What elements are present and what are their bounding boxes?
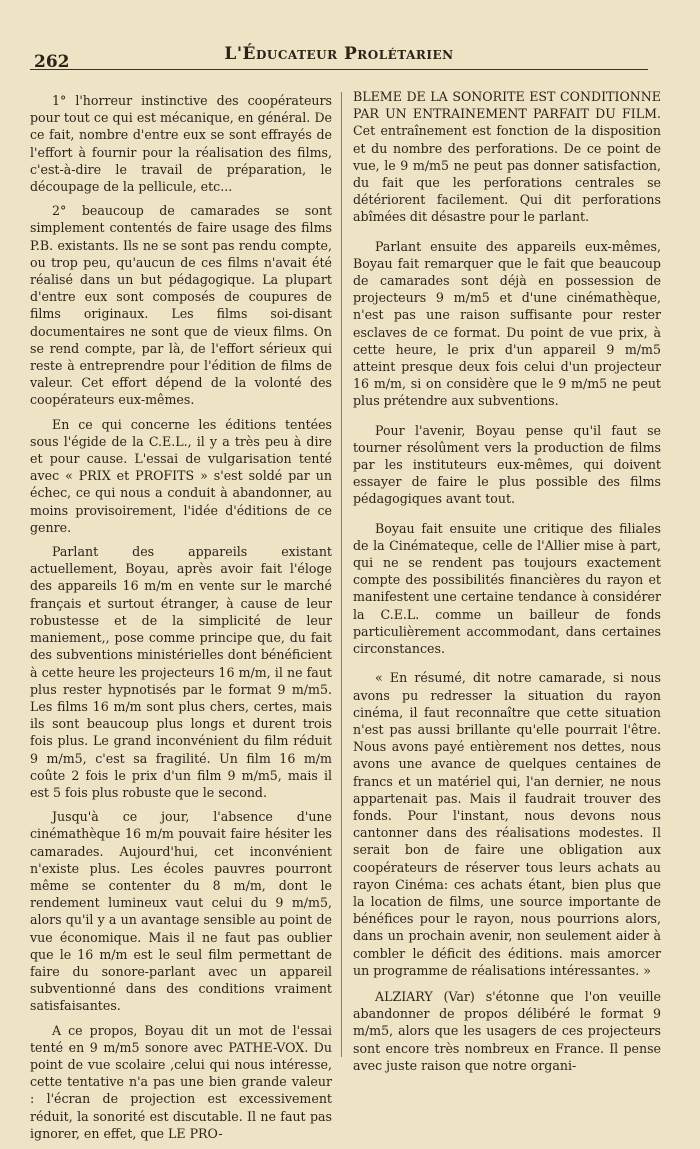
quotation-paragraph: « En résumé, dit notre camarade, si nous avons pu redresser la situation du rayon cinéma, il faut reconnaître que cette situation n'est pas aussi brillante qu'elle pourrait l'être. Nous avons payé entièrement nos dettes, nous avons une avance de quelques centaines de francs et un matériel qui, l'an dernier, ne nous appartenait pas. Mais il faudrait trouver des fonds. Pour l'instant, nous devons nous cantonner dans des réalisations modestes. Il serait bon de faire une obligation aux coopérateurs de réserver tous leurs achats au rayon Cinéma: ces achats étant, bien plus que la location de films, une source importante de bénéfices pour le rayon, nous pourrions alors, dans un prochain avenir, non seulement aider à combler le déficit des éditions. mais amorcer un programme de réalisations intéressantes. » bbox=[353, 670, 661, 978]
page-header bbox=[30, 38, 648, 72]
header-rule bbox=[30, 69, 648, 70]
column-divider bbox=[341, 92, 342, 1057]
paragraph: 2° beaucoup de camarades se sont simplement contentés de faire usage des films P.B. existants. Ils ne se sont pas rendu compte, ou trop peu, qu'aucun de ces films n'avait été réalisé dans un but pédagogique. La plupart d'entre eux sont composés de coupures de films originaux. Les films soi-disant documentaires ne sont que de vieux films. On se rend compte, par là, de l'effort sérieux qui reste à entreprendre pour l'édition de films de valeur. Cet effort dépend de la volonté des coopérateurs eux-mêmes. bbox=[30, 203, 332, 408]
paragraph: 1° l'horreur instinctive des coopérateurs pour tout ce qui est mécanique, en général. De ce fait, nombre d'entre eux se sont effrayés de l'effort à fournir pour la réalisation des films, c'est-à-dire le travail de préparation, le découpage de la pellicule, etc... bbox=[30, 93, 332, 195]
right-column bbox=[353, 88, 661, 1086]
paragraph: Parlant des appareils existant actuellement, Boyau, après avoir fait l'éloge des appareils 16 m/m en vente sur le marché français et surtout étranger, à cause de leur robustesse et de la simplicité de leur maniement,, pose comme principe que, du fait des subventions ministérielles dont bénéficient à cette heure les projecteurs 16 m/m, il ne faut plus rester hypnotisés par le format 9 m/m5. Les films 16 m/m sont plus chers, certes, mais ils sont beaucoup plus longs et durent trois fois plus. Le grand inconvénient du film réduit 9 m/m5, c'est sa fragilité. Un film 16 m/m coûte 2 fois le prix d'un film 9 m/m5, mais il est 5 fois plus robuste que le second. bbox=[30, 544, 332, 800]
paragraph: A ce propos, Boyau dit un mot de l'essai tenté en 9 m/m5 sonore avec PATHE-VOX. Du point de vue scolaire ,celui qui nous intéresse, cette tentative n'a pas une bien grande valeur : l'écran de projection est excessivement réduit, la sonorité est discutable. Il ne faut pas ignorer, en effet, que LE PRO- bbox=[30, 1022, 332, 1141]
paragraph: Parlant ensuite des appareils eux-mêmes, Boyau fait remarquer que le fait que beaucoup de camarades sont déjà en possession de projecteurs 9 m/m5 et d'une cinémathèque, n'est pas une raison suffisante pour rester esclaves de ce format. Du point de vue prix, à cette heure, le prix d'un appareil 9 m/m5 atteint presque deux fois celui d'un projecteur 16 m/m, si on considère que le 9 m/m5 ne peut plus prétendre aux subventions. bbox=[353, 238, 661, 409]
page-number: 262 bbox=[34, 52, 70, 72]
paragraph: Jusqu'à ce jour, l'absence d'une cinémathèque 16 m/m pouvait faire hésiter les camarades. Aujourd'hui, cet inconvénient n'existe plus. Les écoles pauvres pourront même se contenter du 8 m/m, dont le rendement lumineux vaut celui du 9 m/m5, alors qu'il y a un avantage sensible au point de vue économique. Mais il ne faut pas oublier que le 16 m/m est le seul film permettant de faire du sonore-parlant avec un appareil subventionné dans des conditions vraiment satisfaisantes. bbox=[30, 809, 332, 1014]
left-column bbox=[30, 92, 332, 1149]
paragraph: BLEME DE LA SONORITE EST CONDITIONNE PAR UN ENTRAINEMENT PARFAIT DU FILM. Cet entraînement est fonction de la disposition et du nombre des perforations. De ce point de vue, le 9 m/m5 ne peut pas donner satisfaction, du fait que les perforations centrales se détériorent facilement. Qui dit perforations abîmées dit désastre pour le parlant. bbox=[353, 89, 661, 225]
paragraph: ALZIARY (Var) s'étonne que l'on veuille abandonner de propos délibéré le format 9 m/m5, alors que les usagers de ces projecteurs sont encore très nombreux en France. Il pense avec juste raison que notre organi- bbox=[353, 988, 661, 1073]
running-title: L'Éducateur Prolétarien bbox=[224, 44, 454, 64]
paragraph: Pour l'avenir, Boyau pense qu'il faut se tourner résolûment vers la production de films par les instituteurs eux-mêmes, qui doivent essayer de faire le plus possible des films pédagogiques avant tout. bbox=[353, 422, 661, 507]
paragraph: Boyau fait ensuite une critique des filiales de la Cinémateque, celle de l'Allier mise à part, qui ne se rendent pas toujours exactement compte des possibilités financières du rayon et manifestent une certaine tendance à considérer la C.E.L. comme un bailleur de fonds particulièrement accommodant, dans certaines circonstances. bbox=[353, 520, 661, 657]
paragraph: En ce qui concerne les éditions tentées sous l'égide de la C.E.L., il y a très peu à dire et pour cause. L'essai de vulgarisation tenté avec « PRIX et PROFITS » s'est soldé par un échec, ce qui nous a conduit à abandonner, au moins provisoirement, l'idée d'éditions de ce genre. bbox=[30, 416, 332, 535]
